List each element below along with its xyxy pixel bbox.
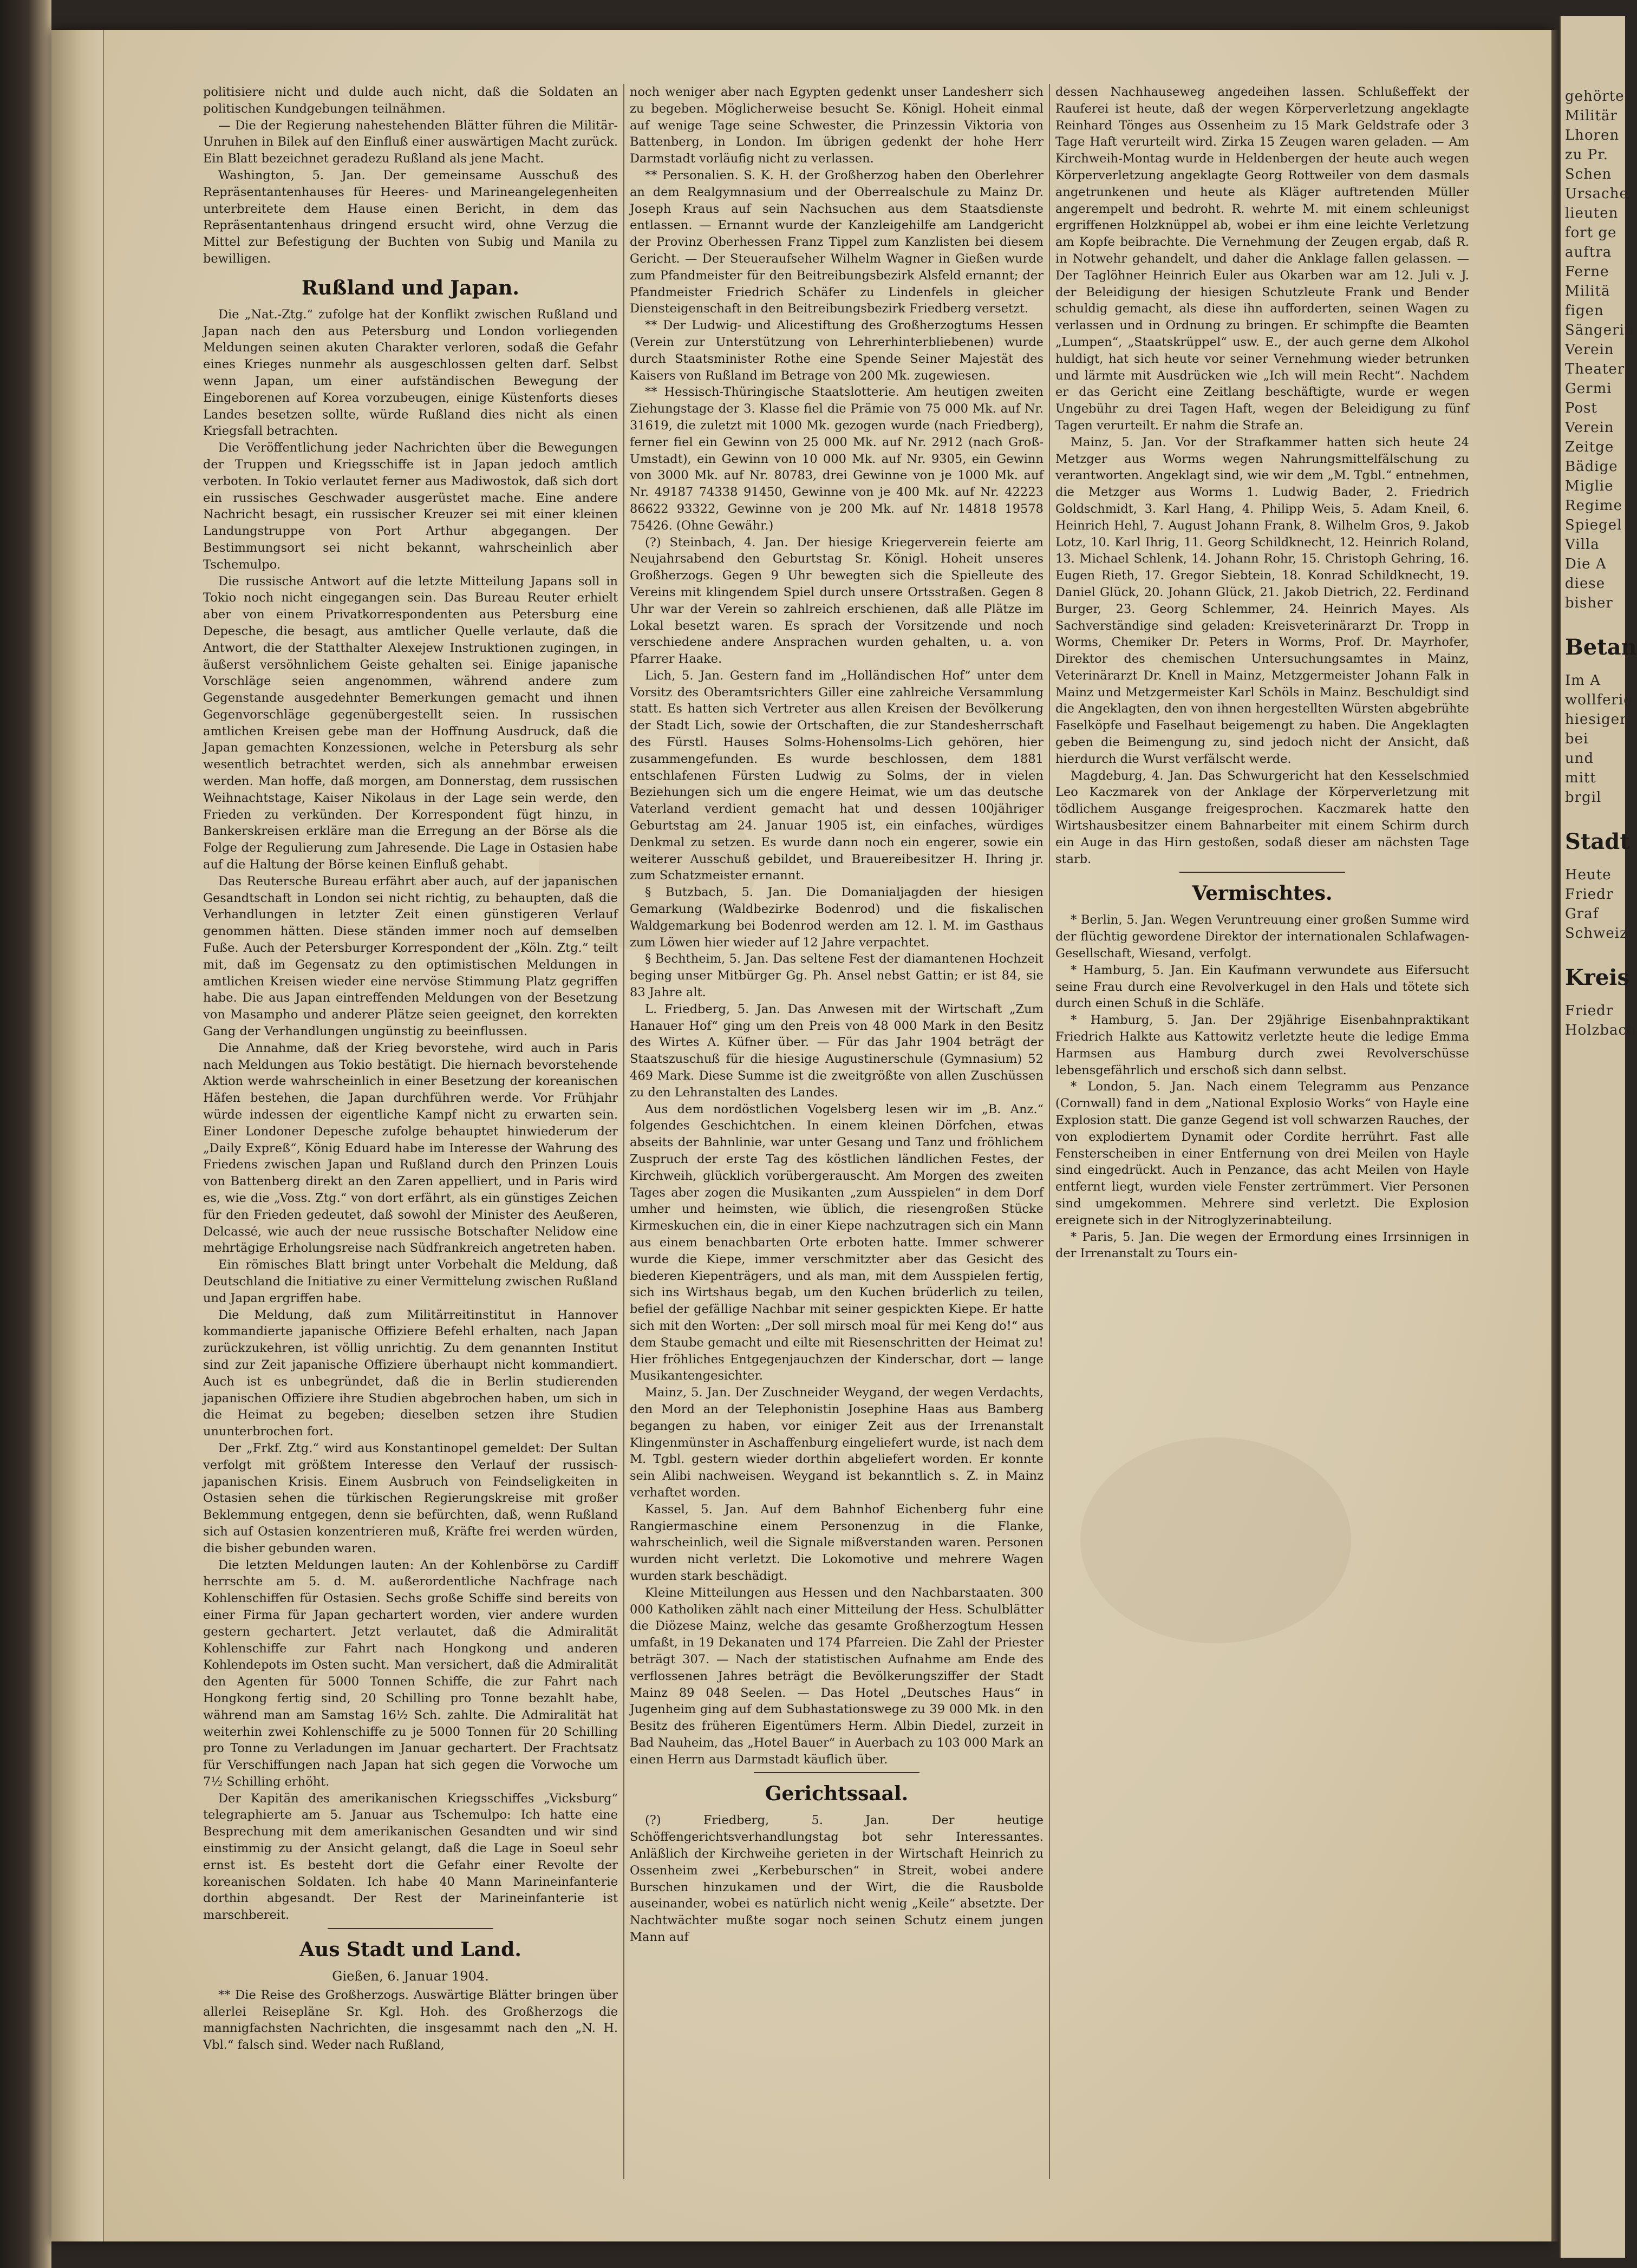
article-paragraph: L. Friedberg, 5. Jan. Das Anwesen mit der Wirtschaft „Zum Hanauer Hof“ ging um den Preis von 48 000 Mark in den Besitz des Wirtes A. Küfner über. — Für das Jahr 1904 beträgt der Staatszuschuß für die hiesige Augustinerschule (Gymnasium) 52 469 Mark. Diese Summe ist die zweitgrößte von allen Zuschüssen zu den Lehranstalten des Landes. bbox=[630, 1002, 1043, 1100]
article-paragraph: Das Reutersche Bureau erfährt aber auch, auf der japanischen Gesandtschaft in London sei nicht richtig, zu behaupten, daß die Verhandlungen in letzter Zeit einen günstigeren Verlauf genommen hätten. Diese ständen immer noch auf demselben Fuße. Auch der Petersburger Korrespondent der „Köln. Ztg.“ teilt mit, daß im Gegensatz zu den optimistischen Meldungen in amtlichen Kreisen wieder eine nervöse Stimmung Platz gegriffen habe. Die aus Japan eintreffenden Meldungen von der Besetzung von Masampho und anderer Plätze seien geeignet, den korrekten Gang der Verhandlungen ungünstig zu beeinflussen. bbox=[203, 874, 618, 1039]
adjacent-page-heading: Kreis bbox=[1565, 965, 1630, 990]
article-paragraph: § Butzbach, 5. Jan. Die Domanialjagden der hiesigen Gemarkung (Waldbezirke Bodenrod) und die fiskalischen Waldgemarkung bei Bodenrod werden am 12. l. M. im Gasthaus zum Löwen hier wieder auf 12 Jahre verpachtet. bbox=[630, 885, 1043, 950]
article-paragraph: ** Die Reise des Großherzogs. Auswärtige Blätter bringen über allerlei Reisepläne Sr. Kgl. Hoh. des Großherzogs die mannigfachsten Nachrichten, die insgesammt nach den „N. H. Vbl.“ falsch sind. Weder nach Rußland, bbox=[203, 1988, 618, 2053]
adjacent-page-fragments: gehörte Militär Lhoren zu Pr. Schen Ursache lieuten fort ge auftra Ferne Militä figen Sängerin Verein Theater Germi Post Verein Zeitge Bädige Miglie Regime Spiegel Villa Die A diese bisher bbox=[1565, 88, 1634, 611]
article-paragraph: * Paris, 5. Jan. Die wegen der Ermordung eines Irrsinnigen in der Irrenanstalt zu Tours ein- bbox=[1055, 1230, 1469, 1261]
article-paragraph: Der „Frkf. Ztg.“ wird aus Konstantinopel gemeldet: Der Sultan verfolgt mit größtem Interesse den Verlauf der russisch-japanischen Krisis. Einem Ausbruch von Feindseligkeiten in Ostasien sehen die türkischen Regierungskreise mit großer Beklemmung entgegen, denn sie befürchten, daß, wenn Rußland sich auf Ostasien konzentrieren muß, Kräfte frei werden würden, die bisher gebunden waren. bbox=[203, 1441, 618, 1555]
column-3 bbox=[1049, 84, 1475, 2179]
article-paragraph: ** Der Ludwig- und Alicestiftung des Großherzogtums Hessen (Verein zur Unterstützung von Lehrerhinterbliebenen) wurde durch Staatsminister Rothe eine Spende Seiner Majestät des Kaisers von Rußland im Betrage von 200 Mk. zugewiesen. bbox=[630, 318, 1043, 383]
article-paragraph: Mainz, 5. Jan. Der Zuschneider Weygand, der wegen Verdachts, den Mord an der Telephonistin Josephine Haas aus Bamberg begangen zu haben, vor einiger Zeit aus der Irrenanstalt Klingenmünster in Aschaffenburg eingeliefert wurde, ist nach dem M. Tgbl. gestern wieder dorthin abgeliefert worden. Er konnte sein Alibi nachweisen. Weygand ist bekanntlich s. Z. in Mainz verhaftet worden. bbox=[630, 1385, 1043, 1500]
section-divider bbox=[1179, 872, 1345, 873]
article-paragraph: * London, 5. Jan. Nach einem Telegramm aus Penzance (Cornwall) fand in dem „National Explosio Works“ von Hayle eine Explosion statt. Die ganze Gegend ist voll schwarzen Rauches, der von explodiertem Dynamit oder Cordite herrührt. Fast alle Fensterscheiben in einer Entfernung von drei Meilen von Hayle sind eingedrückt. Auch in Penzance, das acht Meilen von Hayle entfernt liegt, wurden viele Fenster zertrümmert. Vier Personen sind umgekommen. Mehrere sind verletzt. Die Explosion ereignete sich in der Nitroglyzerinabteilung. bbox=[1055, 1080, 1469, 1227]
article-paragraph: Mainz, 5. Jan. Vor der Strafkammer hatten sich heute 24 Metzger aus Worms wegen Nahrungsmittelfälschung zu verantworten. Angeklagt sind, wie wir dem „M. Tgbl.“ entnehmen, die Metzger aus Worms 1. Ludwig Bader, 2. Friedrich Goldschmidt, 3. Karl Hang, 4. Philipp Weis, 5. Adam Kneil, 6. Heinrich Hehl, 7. August Johann Frank, 8. Wilhelm Gros, 9. Jakob Lotz, 10. Karl Ihrig, 11. Georg Schildknecht, 12. Heinrich Roland, 13. Michael Schlenk, 14. Johann Rohr, 15. Christoph Gehring, 16. Eugen Rieth, 17. Gregor Siebtein, 18. Konrad Schildknecht, 19. Daniel Glück, 20. Johann Glück, 21. Jakob Dietrich, 22. Ferdinand Burger, 23. Georg Schlemmer, 24. Heinrich Mayes. Als Sachverständige sind geladen: Kreisveterinärarzt Dr. Tropp in Worms, Chemiker Dr. Peters in Worms, Prof. Dr. Mayrhofer, Direktor des chemischen Untersuchungsamtes in Mainz, Veterinärarzt Dr. Knell in Mainz, Metzgermeister Johann Falk in Mainz und Metzgermeister Karl Schöls in Mainz. Beschuldigt sind die Angeklagten, den von ihnen hergestellten Würsten abgebrühte Faselköpfe und Faselhaut beigemengt zu haben. Die Angeklagten geben die Beimengung zu, sind jedoch nicht der Ansicht, daß hierdurch die Wurst verfälscht werde. bbox=[1055, 435, 1469, 766]
dateline: Gießen, 6. Januar 1904. bbox=[332, 1969, 489, 1984]
article-paragraph: Ein römisches Blatt bringt unter Vorbehalt die Meldung, daß Deutschland die Initiative zu einer Vermittelung zwischen Rußland und Japan ergriffen habe. bbox=[203, 1258, 618, 1305]
section-heading-vermischtes: Vermischtes. bbox=[1192, 882, 1333, 905]
article-paragraph: Washington, 5. Jan. Der gemeinsame Ausschuß des Repräsentantenhauses für Heeres- und Marineangelegenheiten unterbreitete dem Hause einen Bericht, in dem das Repräsentantenhaus dringend ersucht wird, ohne Verzug die Mittel zur Befestigung der Buchten von Subig und Manila zu bewilligen. bbox=[203, 168, 618, 266]
adjacent-page-edge bbox=[1560, 16, 1637, 2258]
adjacent-page-fragments: Heute Friedr Graf Schweiz bbox=[1565, 867, 1628, 942]
article-paragraph: Der Kapitän des amerikanischen Kriegsschiffes „Vicksburg“ telegraphierte am 5. Januar aus Tschemulpo: Ich hatte eine Besprechung mit dem amerikanischen Gesandten und wir sind einstimmig zu der Ansicht gelangt, daß die Lage in Soeul sehr ernst ist. Es besteht dort die Gefahr einer Revolte der koreanischen Soldaten. Ich habe 40 Mann Marineinfanterie dorthin abgesandt. Der Rest der Marineinfanterie ist marschbereit. bbox=[203, 1791, 618, 1923]
scan-background-left bbox=[0, 0, 51, 2268]
section-divider bbox=[328, 1928, 493, 1929]
adjacent-page-heading: Stadt bbox=[1565, 829, 1630, 854]
article-paragraph: (?) Friedberg, 5. Jan. Der heutige Schöffengerichtsverhandlungstag bot sehr Interessantes. Anläßlich der Kirchweihe gerieten in der Wirtschaft Heinrich zu Ossenheim zwei „Kerbeburschen“ in Streit, wobei andere Burschen hinzukamen und der Wirt, die die Rausbolde auseinander, wobei es natürlich nicht wenig „Keile“ absetzte. Der Nachtwächter mußte sogar noch seinen Schutz einem jungen Mann auf bbox=[630, 1813, 1043, 1945]
article-paragraph: Die Meldung, daß zum Militärreitinstitut in Hannover kommandierte japanische Offiziere Befehl erhalten, nach Japan zurückzukehren, ist völlig unrichtig. Zu dem genannten Institut sind zur Zeit japanische Offiziere überhaupt nicht kommandiert. Auch ist es unbegründet, daß die in Berlin studierenden japanischen Offiziere ihre Studien abgebrochen haben, um sich in die Heimat zu begeben; dieselben setzen ihre Studien ununterbrochen fort. bbox=[203, 1308, 618, 1439]
article-paragraph: * Hamburg, 5. Jan. Der 29jährige Eisenbahnpraktikant Friedrich Halkte aus Kattowitz verletzte heute die ledige Emma Harmsen aus Hamburg durch zwei Revolverschüsse lebensgefährlich und erschoß sich dann selbst. bbox=[1055, 1013, 1469, 1077]
article-paragraph: * Hamburg, 5. Jan. Ein Kaufmann verwundete aus Eifersucht seine Frau durch eine Revolverkugel in den Hals und tötete sich durch einen Schuß in die Schläfe. bbox=[1055, 963, 1469, 1011]
article-paragraph: politisiere nicht und dulde auch nicht, daß die Soldaten an politischen Kundgebungen teilnähmen. bbox=[203, 85, 618, 116]
article-paragraph: Magdeburg, 4. Jan. Das Schwurgericht hat den Kesselschmied Leo Kaczmarek von der Anklage der Körperverletzung mit tödlichem Ausgange freigesprochen. Kaczmarek hatte den Wirtshausbesitzer einem Bahnarbeiter mit einem Schirm durch ein Auge in das Hirn gestoßen, sodaß dieser am nächsten Tage starb. bbox=[1055, 768, 1469, 866]
section-divider bbox=[754, 1772, 919, 1773]
article-paragraph: (?) Steinbach, 4. Jan. Der hiesige Kriegerverein feierte am Neujahrsabend den Geburtstag Sr. Königl. Hoheit unseres Großherzogs. Gegen 9 Uhr bewegten sich die Spielleute des Vereins mit klingendem Spiel durch unsere Ortsstraßen. Gegen 8 Uhr war der Verein so zahlreich erschienen, daß alle Plätze im Lokal besetzt waren. Es sprach der Vorsitzende und noch verschiedene andere Ansprachen wurden gehalten, u. a. von Pfarrer Haake. bbox=[630, 535, 1043, 666]
adjacent-page-fragments: Friedr Holzbach bbox=[1565, 1003, 1636, 1038]
binding-strip bbox=[51, 30, 104, 2241]
article-paragraph: * Berlin, 5. Jan. Wegen Veruntreuung einer großen Summe wird der flüchtig gewordene Direktor der internationalen Schlafwagen-Gesellschaft, Wiesand, verfolgt. bbox=[1055, 913, 1469, 961]
section-heading-gerichtssaal: Gerichtssaal. bbox=[765, 1782, 909, 1806]
article-paragraph: dessen Nachhauseweg angedeihen lassen. Schlußeffekt der Rauferei ist heute, daß der wegen Körperverletzung angeklagte Reinhard Tönges aus Ossenheim zu 15 Mark Geldstrafe oder 3 Tage Haft verurteilt wird. Zirka 15 Zeugen waren geladen. — Am Kirchweih-Montag wurde in Heldenbergen der heute auch wegen Körperverletzung angeklagte Georg Rottweiler von dem dasmals angetrunkenen und heute als Kläger auftretenden Müller angerempelt und bedroht. R. wehrte M. mit einem schleunigst ergriffenen Holzknüppel ab, wobei er ihm eine leichte Verletzung am Kopfe beibrachte. Die Vernehmung der Zeugen ergab, daß R. in Notwehr gehandelt, und daher die Anklage fallen gelassen. — Der Taglöhner Heinrich Euler aus Okarben war am 12. Juli v. J. der Beleidigung der hiesigen Schutzleute Frank und Bender schuldig gemacht, als diese ihn aufforderten, seinen Wagen zu verlassen und in Ordnung zu bringen. Er schimpfte die Beamten „Lumpen“, „Staatskrüppel“ usw. E., der auch gerne dem Alkohol huldigt, hat sich heute vor seiner Vernehmung wieder betrunken und lärmte mit Ausdrücken wie „Ich will mein Recht“. Nachdem er das Gericht eine Zeitlang beschäftigte, wurde er wegen Ungebühr zu drei Tagen Haft, wegen der Beleidigung zu fünf Tagen verurteilt. Er nahm die Strafe an. bbox=[1055, 85, 1469, 433]
article-paragraph: ** Hessisch-Thüringische Staatslotterie. Am heutigen zweiten Ziehungstage der 3. Klasse fiel die Prämie von 75 000 Mk. auf Nr. 31619, die zuletzt mit 1000 Mk. gezogen wurde (nach Friedberg), ferner fiel ein Gewinn von 25 000 Mk. auf Nr. 2912 (nach Groß-Umstadt), ein Gewinn von 10 000 Mk. auf Nr. 9305, ein Gewinn von 3000 Mk. auf Nr. 80783, drei Gewinne von je 1000 Mk. auf Nr. 49187 74338 91450, Gewinne von je 400 Mk. auf Nr. 42223 86622 93322, Gewinne von je 200 Mk. auf Nr. 14818 19578 75426. (Ohne Gewähr.) bbox=[630, 385, 1043, 533]
article-paragraph: Die „Nat.-Ztg.“ zufolge hat der Konflikt zwischen Rußland und Japan nach den aus Petersburg und London vorliegenden Meldungen seinen akuten Charakter verloren, sodaß die Gefahr eines Krieges nunmehr als ausgeschlossen gelten darf. Selbst wenn Japan, um einer aufständischen Bewegung der Eingeborenen auf Korea vorzubeugen, einige Küstenforts dieses Landes besetzen sollte, würde Rußland dies nicht als einen Kriegsfall betrachten. bbox=[203, 307, 618, 439]
column-1 bbox=[198, 84, 623, 2179]
section-heading-russland-japan: Rußland und Japan. bbox=[302, 276, 519, 299]
article-paragraph: Die Veröffentlichung jeder Nachrichten über die Bewegungen der Truppen und Kriegsschiffe ist in Japan jedoch amtlich verboten. In Tokio verlautet ferner aus Madiwostok, daß sich dort ein russisches Geschwader ausgerüstet mache. Eine andere Nachricht besagt, ein russischer Kreuzer sei mit einer kleinen Landungstruppe von Port Arthur abgegangen. Der Bestimmungsort sei nicht bekannt, wahrscheinlich aber Tschemulpo. bbox=[203, 441, 618, 572]
article-paragraph: Kleine Mitteilungen aus Hessen und den Nachbarstaaten. 300 000 Katholiken zählt nach einer Mitteilung der Hess. Schulblätter die Diözese Mainz, welche das gesamte Großherzogtum Hessen umfaßt, in 19 Dekanaten und 174 Pfarreien. Die Zahl der Priester beträgt 307. — Nach der statistischen Aufnahme am Ende des verflossenen Jahres beträgt die Bevölkerungsziffer der Stadt Mainz 89 048 Seelen. — Das Hotel „Deutsches Haus“ in Jugenheim ging auf dem Subhastationswege zu 39 000 Mk. in den Besitz des früheren Eigentümers Herm. Albin Diedel, zurzeit in Bad Nauheim, das „Hotel Bauer“ in Auerbach zu 103 000 Mark an einen Herrn aus Darmstadt käuflich über. bbox=[630, 1585, 1043, 1767]
section-heading-stadt-land: Aus Stadt und Land. bbox=[299, 1938, 521, 1962]
article-paragraph: ** Personalien. S. K. H. der Großherzog haben den Oberlehrer an dem Realgymnasium und der Oberrealschule zu Mainz Dr. Joseph Kraus auf sein Nachsuchen aus dem Staatsdienste entlassen. — Ernannt wurde der Kanzleigehilfe am Landgericht der Provinz Oberhessen Franz Tippel zum Kanzlisten bei diesem Gericht. — Der Steueraufseher Wilhelm Wagner in Gießen wurde zum Pfandmeister für den Beitreibungsbezirk Alsfeld ernannt; der Pfandmeister Friedrich Schäfer zu Lindenfels in gleicher Diensteigenschaft in den Beitreibungsbezirk Friedberg versetzt. bbox=[630, 168, 1043, 316]
article-paragraph: Die letzten Meldungen lauten: An der Kohlenbörse zu Cardiff herrschte am 5. d. M. außerordentliche Nachfrage nach Kohlenschiffen für Ostasien. Sechs große Schiffe sind bereits von einer Firma für Japan gechartert worden, vier andere wurden gestern gechartert. Jetzt verlautet, daß die Admiralität Kohlenschiffe zur Fahrt nach Hongkong und anderen Kohlendepots im Osten sucht. Man versichert, daß die Admiralität den Agenten für 5000 Tonnen Schiffe, die zur Fahrt nach Hongkong fertig sind, 20 Schilling pro Tonne bezahlt habe, während man am Samstag 16½ Sch. zahlte. Die Admiralität hat weiterhin zwei Kohlenschiffe zu je 5000 Tonnen für 20 Schilling pro Tonne zu Verladungen im Januar gechartert. Der Frachtsatz für Verschiffungen nach Japan hat sich gegen die Vorwoche um 7½ Schilling erhöht. bbox=[203, 1558, 618, 1789]
article-columns bbox=[198, 84, 1500, 2179]
article-paragraph: Die Annahme, daß der Krieg bevorstehe, wird auch in Paris nach Meldungen aus Tokio bestätigt. Die hiernach bevorstehende Aktion werde wahrscheinlich in einer Besetzung der koreanischen Häfen bestehen, die Japan durchführen werde. Vor Frühjahr würde indessen der eigentliche Kampf nicht zu erwarten sein. Einer Londoner Depesche zufolge behauptet hinwiederum der „Daily Expreß“, König Eduard habe im Interesse der Wahrung des Friedens zwischen Japan und Rußland durch den Prinzen Louis von Battenberg direkt an den Zaren appelliert, und in Paris wird es, wie die „Voss. Ztg.“ von dort erfährt, als ein günstiges Zeichen für den Frieden gedeutet, daß sowohl der Minister des Aeußeren, Delcassé, wie auch der neue russische Botschafter Nelidow eine mehrtägige Erholungsreise nach Südfrankreich angetreten haben. bbox=[203, 1041, 618, 1256]
article-paragraph: Kassel, 5. Jan. Auf dem Bahnhof Eichenberg fuhr eine Rangiermaschine einem Personenzug in die Flanke, wahrscheinlich, weil die Signale mißverstanden waren. Personen wurden nicht verletzt. Die Lokomotive und mehrere Wagen wurden stark beschädigt. bbox=[630, 1502, 1043, 1583]
article-paragraph: — Die der Regierung nahestehenden Blätter führen die Militär-Unruhen in Bilek auf den Einfluß einer auswärtigen Macht zurück. Ein Blatt bezeichnet geradezu Rußland als jene Macht. bbox=[203, 118, 618, 166]
article-paragraph: § Bechtheim, 5. Jan. Das seltene Fest der diamantenen Hochzeit beging unser Mitbürger Gg. Ph. Ansel nebst Gattin; er ist 84, sie 83 Jahre alt. bbox=[630, 952, 1043, 1000]
article-paragraph: Aus dem nordöstlichen Vogelsberg lesen wir im „B. Anz.“ folgendes Geschichtchen. In einem kleinen Dörfchen, etwas abseits der Bahnlinie, war unter Gesang und Tanz und fröhlichem Zuspruch der erste Tag des köstlichen ländlichen Festes, der Kirchweih, glücklich vorübergerauscht. Am Morgen des zweiten Tages aber zogen die Musikanten „zum Ausspielen“ in dem Dorf umher und heimsten, wie üblich, die riesengroßen Stücke Kirmeskuchen ein, die in einer Kiepe nachzutragen sich ein Mann aus einem benachbarten Orte erboten hatte. Immer schwerer wurde die Kiepe, immer verschmitzter aber das Gesicht des biederen Kiepenträgers, und als man, mit dem Ausspielen fertig, sich ins Wirtshaus begab, um den Kuchen brüderlich zu teilen, befiel der gefällige Nachbar mit seiner gespickten Kiepe. Er hatte sich mit den Worten: „Der soll mirsch moal für mei Keng do!“ aus dem Staube gemacht und eilte mit Riesenschritten der Heimat zu! Hier fröhliches Entgegenjauchzen der Kinderschar, dort — lange Musikantengesichter. bbox=[630, 1102, 1043, 1383]
article-paragraph: Die russische Antwort auf die letzte Mitteilung Japans soll in Tokio noch nicht eingegangen sein. Das Bureau Reuter erhielt aber von einem Privatkorrespondenten aus Petersburg eine Depesche, die besagt, aus amtlicher Quelle verlaute, daß die Antwort, die der Statthalter Alexejew Instruktionen zugingen, in äußerst versöhnlichem Geiste gehalten sei. Einige japanische Vorschläge seien angenommen, während andere zum Gegenstande ausgedehnter Bemerkungen gemacht und ihnen Gegenvorschläge gegenübergestellt seien. In russischen amtlichen Kreisen gebe man der Hoffnung Ausdruck, daß die Japan gemachten Konzessionen, welche in Petersburg als sehr wesentlich betrachtet werden, sich als annehmbar erweisen werden. Man hoffe, daß morgen, am Donnerstag, dem russischen Weihnachtstage, Kaiser Nikolaus in der Lage sein werde, den Frieden zu verkünden. Der Korrespondent fügt hinzu, in Bankerskreisen erkläre man die Erregung an der Börse als die Folge der Regulierung zum Jahresende. Die Lage in Ostasien habe auf die Haltung der Börse keinen Einfluß gehabt. bbox=[203, 574, 618, 872]
adjacent-page-heading: Betan bbox=[1565, 635, 1637, 660]
column-2 bbox=[623, 84, 1049, 2179]
article-paragraph: noch weniger aber nach Egypten gedenkt unser Landesherr sich zu begeben. Möglicherweise besucht Se. Königl. Hoheit einmal auf wenige Tage seine Schwester, die Prinzessin Viktoria von Battenberg, in London. Im übrigen gedenkt der hohe Herr Darmstadt vorläufig nicht zu verlassen. bbox=[630, 85, 1043, 166]
adjacent-page-fragments: Im A wollferie hiesiger bei und mitt brgil bbox=[1565, 672, 1633, 806]
article-paragraph: Lich, 5. Jan. Gestern fand im „Holländischen Hof“ unter dem Vorsitz des Oberamtsrichters Giller eine zahlreiche Versammlung statt. Es hatten sich Vertreter aus allen Kreisen der Bevölkerung der Stadt Lich, sowie der Ortschaften, die zur Standesherrschaft des Fürstl. Hauses Solms-Hohensolms-Lich gehören, hier zusammengefunden. Es wurde beschlossen, dem 1881 entschlafenen Fürsten Ludwig zu Solms, der in vielen Beziehungen sich um die engere Heimat, wie um das deutsche Vaterland verdient gemacht hat und dessen 100jähriger Geburtstag am 24. Januar 1905 ist, ein einfaches, würdiges Denkmal zu setzen. Es wurde dann noch ein engerer, sowie ein weiterer Ausschuß gebildet, und Brauereibesitzer H. Ihring jr. zum Schatzmeister ernannt. bbox=[630, 668, 1043, 883]
